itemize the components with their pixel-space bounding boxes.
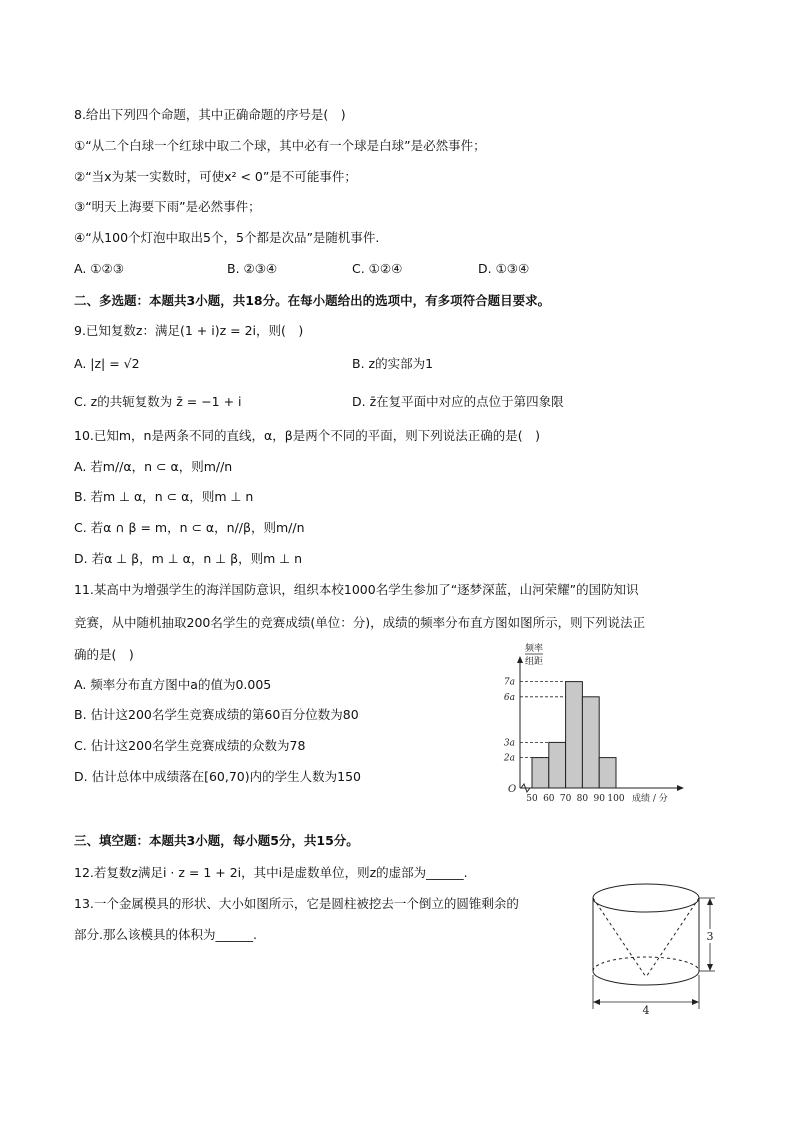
- histogram-bar: [582, 697, 599, 788]
- y-tick-label: 6a: [503, 692, 515, 703]
- cylinder-top-ellipse: [593, 884, 699, 912]
- q10-stem: 10.已知m，n是两条不同的直线，α，β是两个不同的平面，则下列说法正确的是( ): [74, 428, 540, 443]
- q11-stem-line-2: 竞赛，从中随机抽取200名学生的竞赛成绩(单位：分)，成绩的频率分布直方图如图所示，则下列说法正: [74, 615, 646, 630]
- x-tick-label: 50: [526, 794, 538, 804]
- section-3-heading: 三、填空题：本题共3小题，每小题5分，共15分。: [74, 833, 359, 848]
- q13-stem-line-2: 部分.那么该模具的体积为______.: [74, 927, 257, 942]
- x-tick-label: 90: [593, 794, 605, 804]
- histogram-bars: [532, 682, 616, 788]
- origin-label: O: [508, 784, 517, 795]
- q10-option-d: D. 若α ⊥ β，m ⊥ α，n ⊥ β，则m ⊥ n: [74, 551, 303, 566]
- histogram-bar: [566, 682, 583, 788]
- diameter-arrow-right: [692, 999, 699, 1005]
- x-tick-label: 80: [576, 794, 589, 804]
- q9-option-a: A. |z| = √2: [74, 356, 140, 371]
- y-tick-label: 7a: [503, 677, 515, 688]
- y-axis-label-bottom: 组距: [524, 657, 544, 667]
- x-tick-labels: [526, 794, 625, 804]
- histogram-bar: [532, 758, 549, 788]
- q11-option-c: C. 估计这200名学生竞赛成绩的众数为78: [74, 738, 306, 753]
- x-tick-label: 60: [543, 794, 555, 804]
- histogram-bar: [599, 758, 616, 788]
- q8-statement-4: ④“从100个灯泡中取出5个，5个都是次品”是随机事件.: [74, 230, 380, 245]
- height-arrow-top: [707, 898, 713, 905]
- q11-option-d: D. 估计总体中成绩落在[60,70)内的学生人数为150: [74, 769, 361, 784]
- q8-option-b: B. ②③④: [227, 261, 278, 276]
- q8-statement-1: ①“从二个白球一个红球中取二个球，其中必有一个球是白球”是必然事件；: [74, 138, 486, 153]
- q9-option-b: B. z的实部为1: [352, 356, 434, 371]
- y-tick-label: 2a: [503, 753, 515, 764]
- height-label: 3: [706, 930, 714, 943]
- q11-stem-line-3: 确的是( ): [74, 647, 134, 662]
- y-axis-label-top: 频率: [524, 644, 544, 654]
- q11-option-b: B. 估计这200名学生竞赛成绩的第60百分位数为80: [74, 707, 359, 722]
- q11-option-a: A. 频率分布直方图中a的值为0.005: [74, 677, 272, 692]
- y-tick-label: 3a: [503, 738, 515, 749]
- q12-stem: 12.若复数z满足i · z = 1 + 2i，其中i是虚数单位，则z的虚部为______.: [74, 865, 468, 880]
- q8-statement-3: ③“明天上海要下雨”是必然事件；: [74, 199, 261, 214]
- q9-stem: 9.已知复数z：满足(1 + i)z = 2i，则( ): [74, 323, 304, 338]
- q9-option-d: D. z̄在复平面中对应的点位于第四象限: [352, 394, 564, 409]
- q8-option-a: A. ①②③: [74, 261, 124, 276]
- y-axis-arrow: [517, 656, 523, 663]
- q8-statement-2: ②“当x为某一实数时，可使x² < 0”是不可能事件；: [74, 169, 357, 184]
- q9-option-c: C. z的共轭复数为 z̄ = −1 + i: [74, 394, 242, 409]
- x-axis-arrow: [677, 785, 684, 791]
- q13-stem-line-1: 13.一个金属模具的形状、大小如图所示，它是圆柱被挖去一个倒立的圆锥剩余的: [74, 896, 519, 911]
- q8-option-c: C. ①②④: [352, 261, 403, 276]
- histogram-bar: [549, 742, 566, 788]
- q8-stem: 8.给出下列四个命题，其中正确命题的序号是( ): [74, 107, 346, 122]
- q10-option-b: B. 若m ⊥ α，n ⊂ α，则m ⊥ n: [74, 489, 254, 504]
- section-2-heading: 二、多选题：本题共3小题，共18分。在每小题给出的选项中，有多项符合题目要求。: [74, 293, 551, 308]
- q11-stem-line-1: 11.某高中为增强学生的海洋国防意识，组织本校1000名学生参加了“逐梦深蓝，山河荣耀”的国防知识: [74, 582, 639, 597]
- q8-option-d: D. ①③④: [478, 261, 530, 276]
- frequency-histogram: [490, 638, 690, 810]
- q10-option-a: A. 若m//α，n ⊂ α，则m//n: [74, 459, 233, 474]
- cylinder-bottom-front-arc: [593, 971, 699, 985]
- x-axis-label: 成绩 / 分: [632, 794, 668, 804]
- y-tick-labels: [503, 678, 515, 764]
- diameter-arrow-left: [593, 999, 600, 1005]
- q10-option-c: C. 若α ∩ β = m，n ⊂ α，n//β，则m//n: [74, 520, 305, 535]
- cylinder-bottom-back-arc: [593, 957, 699, 971]
- x-tick-label: 100: [607, 794, 625, 804]
- cylinder-cone-figure: [585, 875, 725, 1015]
- x-tick-label: 70: [559, 794, 572, 804]
- height-arrow-bottom: [707, 964, 713, 971]
- diameter-label: 4: [642, 1004, 650, 1015]
